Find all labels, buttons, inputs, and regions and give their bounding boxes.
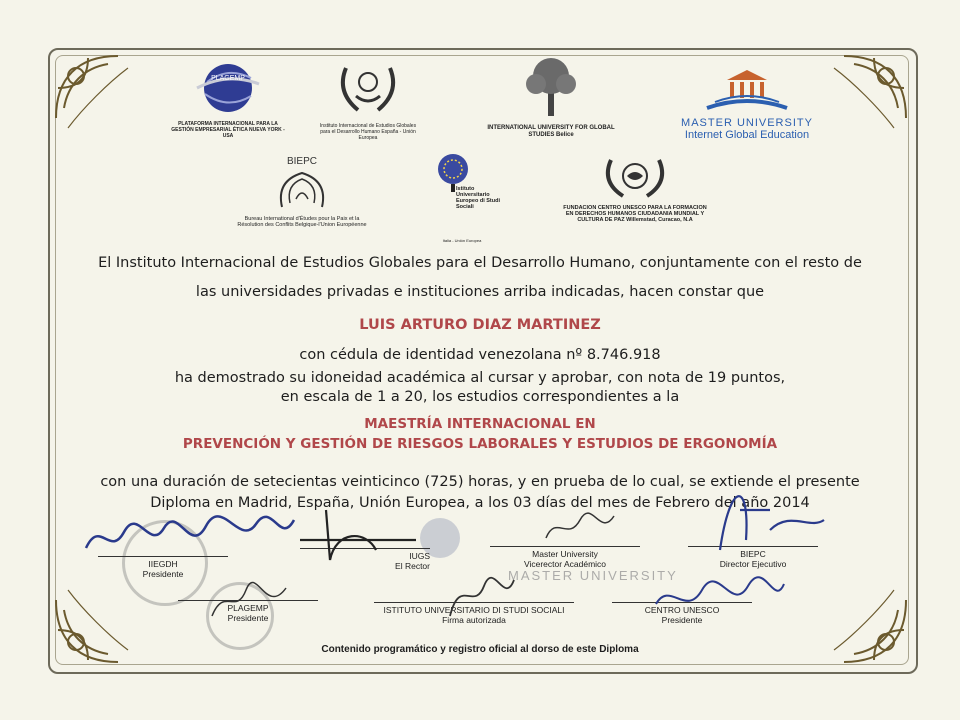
signature-unesco-center	[612, 602, 752, 625]
unesco-center-logo	[560, 152, 710, 223]
biepc-logo	[232, 156, 372, 228]
signature-unesco-org: CENTRO UNESCO	[644, 605, 720, 615]
intro-line-1: El Instituto Internacional de Estudios Globales para el Desarrollo Humano, conjuntamente con el resto de	[98, 255, 862, 271]
plagemp-caption: PLATAFORMA INTERNACIONAL PARA LA GESTIÓN EMPRESARIAL ÉTICA NUEVA YORK - USA	[171, 121, 285, 139]
signature-master-university	[490, 546, 640, 569]
program-title-1: MAESTRÍA INTERNACIONAL EN	[364, 416, 596, 432]
id-line: con cédula de identidad venezolana nº 8.746.918	[299, 347, 661, 363]
signature-master-role: Vicerector Académico	[523, 559, 607, 569]
signature-master-org: Master University	[532, 549, 598, 559]
scale-line: en escala de 1 a 20, los estudios correspondientes a la	[280, 389, 680, 405]
date-line: Diploma en Madrid, España, Unión Europea, a los 03 días del mes de Febrero del año 2014	[150, 495, 810, 511]
signature-iuess-role: Firma autorizada	[442, 615, 506, 625]
dove-hands-icon	[272, 167, 332, 211]
intro-line-2: las universidades privadas e instituciones arriba indicadas, hacen constar que	[195, 284, 765, 300]
program-title-2: PREVENCIÓN Y GESTIÓN DE RIESGOS LABORALES Y ESTUDIOS DE ERGONOMÍA	[182, 436, 778, 452]
plagemp-logo	[168, 58, 288, 139]
master-university-tagline: Internet Global Education	[684, 129, 810, 141]
signature-iuess	[374, 602, 574, 625]
svg-text:PLAGEMP: PLAGEMP	[211, 75, 245, 82]
grade-line: ha demostrado su idoneidad académica al cursar y aprobar, con nota de 19 puntos,	[174, 370, 786, 386]
iugs-logo	[486, 54, 616, 139]
duration-line: con una duración de setecientas veinticinco (725) horas, y en prueba de lo cual, se extiende el presente	[100, 474, 860, 490]
footer-note: Contenido programático y registro oficial al dorso de este Diploma	[321, 644, 639, 655]
master-university-logo	[672, 68, 822, 141]
iiegdh-logo	[318, 58, 418, 141]
biepc-acronym: BIEPC	[286, 156, 317, 167]
signature-biepc-role: Director Ejecutivo	[719, 559, 787, 569]
signature-biepc-org: BIEPC	[740, 549, 766, 559]
corner-ornament-bottom-left	[48, 578, 140, 670]
unesco-center-caption: FUNDACION CENTRO UNESCO PARA LA FORMACION EN DERECHOS HUMANOS CIUDADANIA MUNDIAL Y CULTURA DE PAZ Willemstad, Curacao, N.A	[563, 205, 707, 223]
signature-unesco-role: Presidente	[661, 615, 703, 625]
temple-book-icon	[697, 68, 797, 112]
signature-iugs-org: IUGS	[409, 551, 430, 561]
signature-iiegdh-org: IIEGDH	[148, 559, 178, 569]
signature-iugs-role: El Rector	[395, 561, 430, 571]
signature-plagemp	[178, 600, 318, 623]
laurel-hands-icon	[328, 58, 408, 118]
iiegdh-caption: Instituto Internacional de Estudios Globales para el Desarrollo Humano España - Unión Europea	[319, 123, 417, 141]
biepc-caption: Bureau International d'Études pour la Paix et la Résolution des Conflits Belgique-l'Union Européenne	[237, 216, 367, 228]
signature-iugs	[300, 548, 430, 571]
signature-iiegdh	[98, 556, 228, 579]
recipient-name: LUIS ARTURO DIAZ MARTINEZ	[359, 317, 601, 333]
signature-iiegdh-role: Presidente	[142, 569, 184, 579]
signature-plagemp-org: PLAGEMP	[227, 603, 269, 613]
signature-iuess-org: ISTITUTO UNIVERSITARIO DI STUDI SOCIALI	[383, 605, 565, 615]
signature-biepc	[688, 546, 818, 569]
master-university-name: MASTER UNIVERSITY	[681, 117, 813, 129]
iugs-caption: INTERNATIONAL UNIVERSITY FOR GLOBAL STUDIES Belice	[487, 125, 615, 138]
iuess-caption: Istituto Universitario Europeo di Studi Sociali	[456, 186, 500, 210]
corner-ornament-top-right	[822, 48, 914, 140]
laurel-wreath-icon	[595, 152, 675, 200]
corner-ornament-top-left	[48, 48, 140, 140]
tree-icon	[516, 54, 586, 120]
corner-ornament-bottom-right	[822, 578, 914, 670]
globe-icon	[193, 58, 263, 116]
master-university-stamp: MASTER UNIVERSITY	[508, 568, 678, 583]
iuess-subcaption: Italia - Unión Europea	[442, 238, 482, 243]
signature-plagemp-role: Presidente	[227, 613, 269, 623]
